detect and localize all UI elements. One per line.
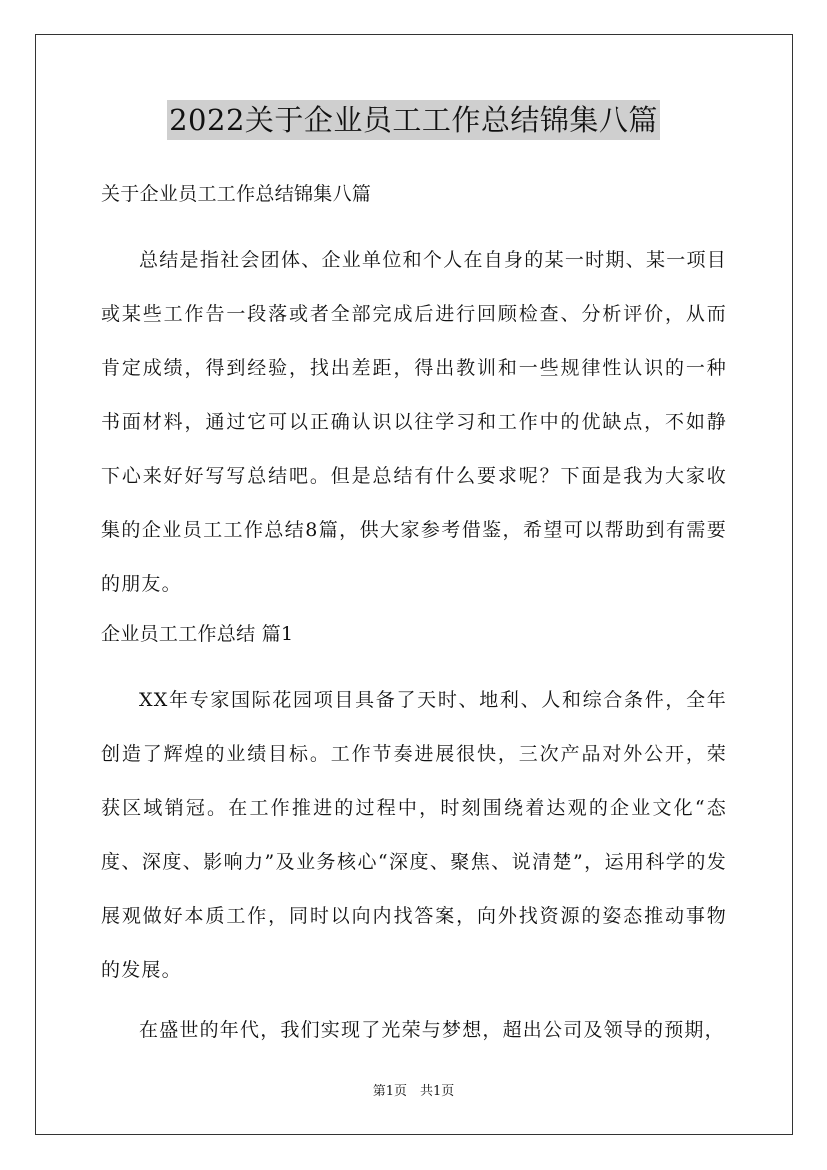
document-title: 2022关于企业员工工作总结锦集八篇: [167, 100, 660, 140]
document-subtitle: 关于企业员工工作总结锦集八篇: [101, 183, 372, 205]
spacer: [101, 209, 727, 233]
section-heading: 企业员工工作总结 篇1: [101, 623, 294, 645]
section-paragraph: 在盛世的年代，我们实现了光荣与梦想，超出公司及领导的预期，: [139, 1019, 725, 1041]
title-container: [0, 100, 827, 140]
section-paragraph: XX年专家国际花园项目具备了天时、地利、人和综合条件，全年创造了辉煌的业绩目标。工作节奏进展很快，三次产品对外公开，荣获区域销冠。在工作推进的过程中，时刻围绕着达观的企业文化“态度、深度、影响力”及业务核心“深度、聚焦、说清楚”，运用科学的发展观做好本质工作，同时以向内找答案，向外找资源的姿态推动事物的发展。: [101, 689, 727, 981]
spacer: [101, 649, 727, 673]
intro-paragraph: 总结是指社会团体、企业单位和个人在自身的某一时期、某一项目或某些工作告一段落或者全部完成后进行回顾检查、分析评价，从而肯定成绩，得到经验，找出差距，得出教训和一些规律性认识的一种书面材料，通过它可以正确认识以往学习和工作中的优缺点，不如静下心来好好写写总结吧。但是总结有什么要求呢？下面是我为大家收集的企业员工工作总结8篇，供大家参考借鉴，希望可以帮助到有需要的朋友。: [101, 249, 727, 595]
page-footer: 第1页 共1页: [372, 1084, 455, 1099]
document-body: [101, 179, 727, 1057]
